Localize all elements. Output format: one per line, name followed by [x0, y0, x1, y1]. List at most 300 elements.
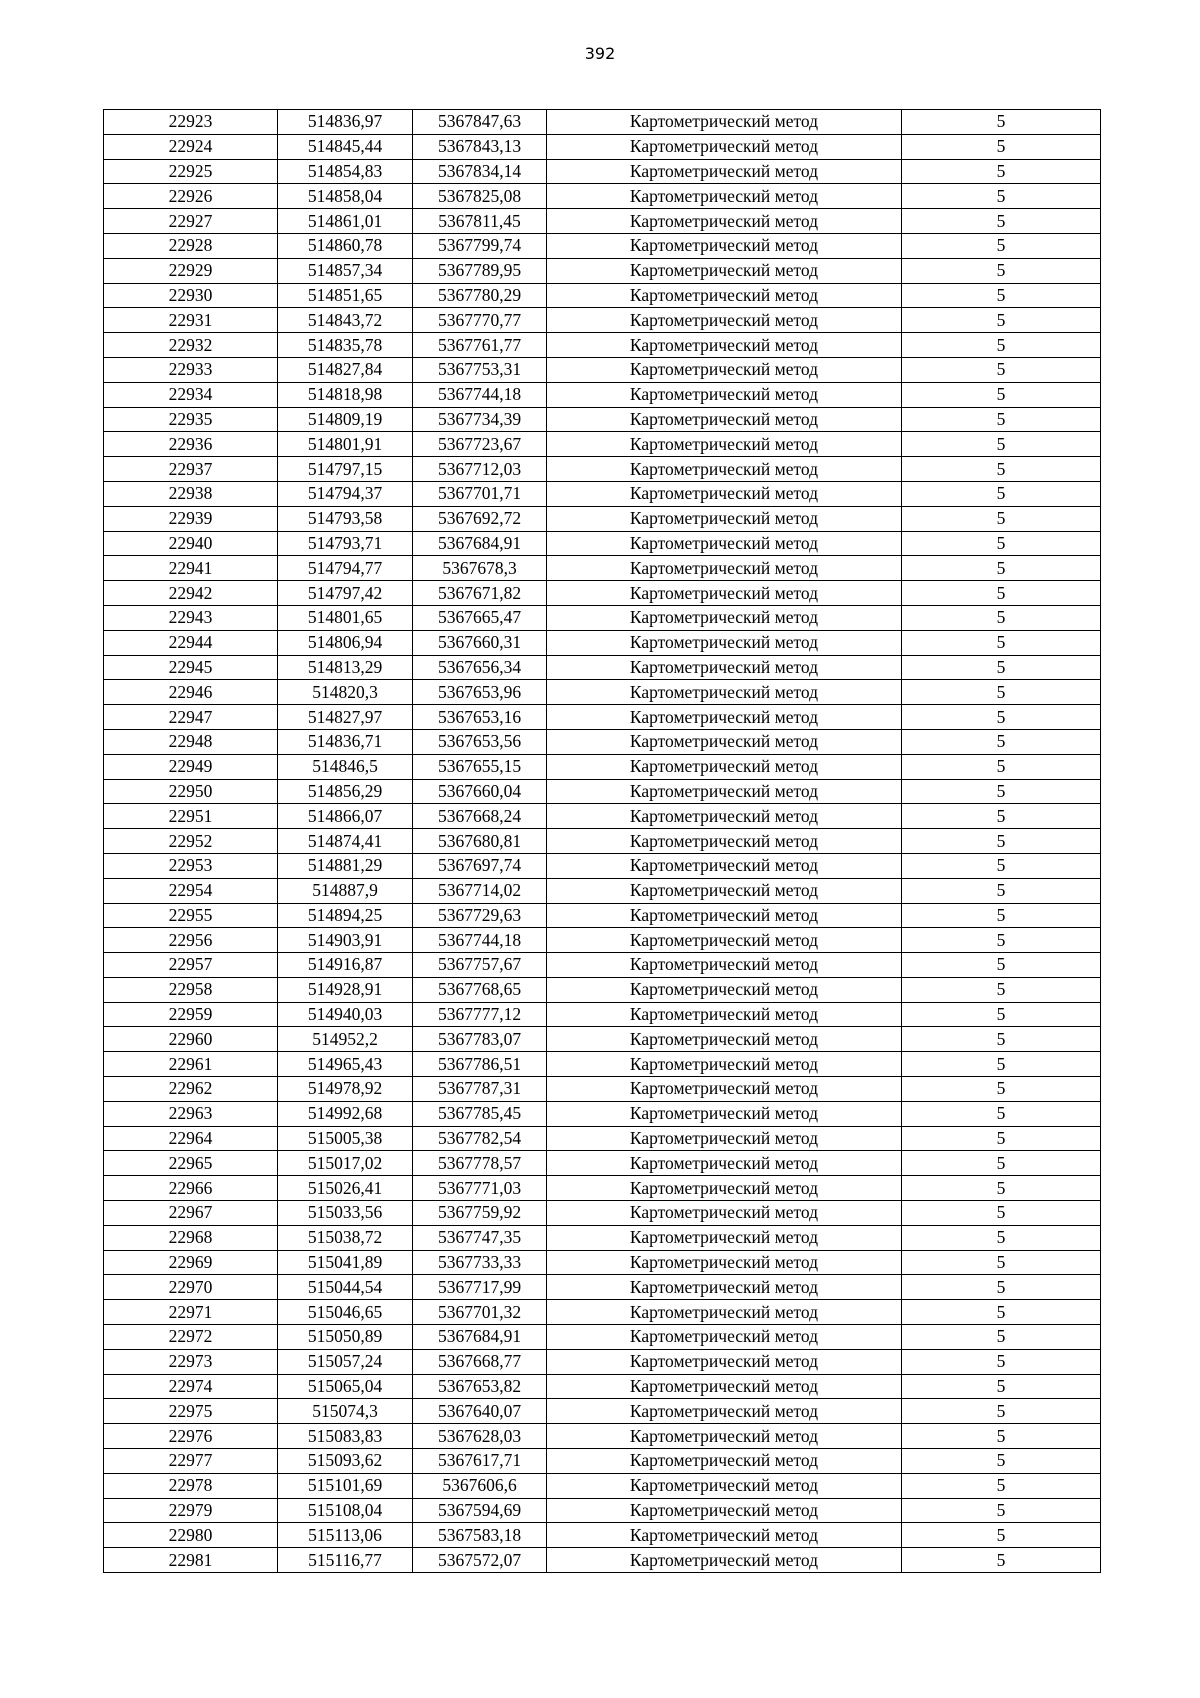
x-coordinate-cell: 514836,97 — [278, 110, 413, 135]
table-row — [104, 878, 1101, 903]
table-row — [104, 680, 1101, 705]
x-coordinate-cell: 515057,24 — [278, 1349, 413, 1374]
method-cell: Картометрический метод — [547, 655, 902, 680]
accuracy-cell: 5 — [902, 110, 1101, 135]
method-cell: Картометрический метод — [547, 1027, 902, 1052]
x-coordinate-cell: 515041,89 — [278, 1250, 413, 1275]
table-row — [104, 258, 1101, 283]
point-number-cell: 22966 — [104, 1176, 278, 1201]
table-row — [104, 184, 1101, 209]
accuracy-cell: 5 — [902, 407, 1101, 432]
method-cell: Картометрический метод — [547, 333, 902, 358]
y-coordinate-cell: 5367787,31 — [413, 1077, 547, 1102]
y-coordinate-cell: 5367684,91 — [413, 1325, 547, 1350]
x-coordinate-cell: 514801,91 — [278, 432, 413, 457]
point-number-cell: 22979 — [104, 1498, 278, 1523]
method-cell: Картометрический метод — [547, 829, 902, 854]
table-row — [104, 853, 1101, 878]
y-coordinate-cell: 5367680,81 — [413, 829, 547, 854]
y-coordinate-cell: 5367786,51 — [413, 1052, 547, 1077]
point-number-cell: 22932 — [104, 333, 278, 358]
x-coordinate-cell: 514854,83 — [278, 159, 413, 184]
x-coordinate-cell: 514856,29 — [278, 779, 413, 804]
method-cell: Картометрический метод — [547, 1225, 902, 1250]
accuracy-cell: 5 — [902, 953, 1101, 978]
method-cell: Картометрический метод — [547, 1399, 902, 1424]
table-row — [104, 1151, 1101, 1176]
method-cell: Картометрический метод — [547, 382, 902, 407]
table-row — [104, 407, 1101, 432]
y-coordinate-cell: 5367606,6 — [413, 1473, 547, 1498]
method-cell: Картометрический метод — [547, 1250, 902, 1275]
x-coordinate-cell: 515101,69 — [278, 1473, 413, 1498]
y-coordinate-cell: 5367583,18 — [413, 1523, 547, 1548]
y-coordinate-cell: 5367655,15 — [413, 754, 547, 779]
x-coordinate-cell: 514794,37 — [278, 481, 413, 506]
table-row — [104, 556, 1101, 581]
point-number-cell: 22927 — [104, 209, 278, 234]
accuracy-cell: 5 — [902, 357, 1101, 382]
accuracy-cell: 5 — [902, 705, 1101, 730]
x-coordinate-cell: 514965,43 — [278, 1052, 413, 1077]
point-number-cell: 22943 — [104, 605, 278, 630]
table-row — [104, 1201, 1101, 1226]
point-number-cell: 22974 — [104, 1374, 278, 1399]
method-cell: Картометрический метод — [547, 1349, 902, 1374]
x-coordinate-cell: 514858,04 — [278, 184, 413, 209]
point-number-cell: 22941 — [104, 556, 278, 581]
table-row — [104, 1449, 1101, 1474]
y-coordinate-cell: 5367770,77 — [413, 308, 547, 333]
x-coordinate-cell: 514827,84 — [278, 357, 413, 382]
accuracy-cell: 5 — [902, 1548, 1101, 1573]
x-coordinate-cell: 514793,71 — [278, 531, 413, 556]
table-row — [104, 729, 1101, 754]
y-coordinate-cell: 5367692,72 — [413, 506, 547, 531]
point-number-cell: 22931 — [104, 308, 278, 333]
accuracy-cell: 5 — [902, 977, 1101, 1002]
point-number-cell: 22946 — [104, 680, 278, 705]
y-coordinate-cell: 5367671,82 — [413, 581, 547, 606]
method-cell: Картометрический метод — [547, 258, 902, 283]
method-cell: Картометрический метод — [547, 457, 902, 482]
x-coordinate-cell: 514894,25 — [278, 903, 413, 928]
y-coordinate-cell: 5367778,57 — [413, 1151, 547, 1176]
point-number-cell: 22939 — [104, 506, 278, 531]
y-coordinate-cell: 5367785,45 — [413, 1101, 547, 1126]
method-cell: Картометрический метод — [547, 705, 902, 730]
x-coordinate-cell: 514797,42 — [278, 581, 413, 606]
accuracy-cell: 5 — [902, 630, 1101, 655]
table-row — [104, 705, 1101, 730]
table-row — [104, 829, 1101, 854]
method-cell: Картометрический метод — [547, 977, 902, 1002]
point-number-cell: 22938 — [104, 481, 278, 506]
accuracy-cell: 5 — [902, 134, 1101, 159]
table-row — [104, 1424, 1101, 1449]
y-coordinate-cell: 5367660,31 — [413, 630, 547, 655]
table-row — [104, 1077, 1101, 1102]
x-coordinate-cell: 515116,77 — [278, 1548, 413, 1573]
x-coordinate-cell: 514793,58 — [278, 506, 413, 531]
y-coordinate-cell: 5367783,07 — [413, 1027, 547, 1052]
accuracy-cell: 5 — [902, 1498, 1101, 1523]
table-row — [104, 382, 1101, 407]
x-coordinate-cell: 514978,92 — [278, 1077, 413, 1102]
method-cell: Картометрический метод — [547, 1126, 902, 1151]
point-number-cell: 22962 — [104, 1077, 278, 1102]
x-coordinate-cell: 514801,65 — [278, 605, 413, 630]
method-cell: Картометрический метод — [547, 506, 902, 531]
method-cell: Картометрический метод — [547, 1548, 902, 1573]
accuracy-cell: 5 — [902, 1523, 1101, 1548]
point-number-cell: 22949 — [104, 754, 278, 779]
point-number-cell: 22964 — [104, 1126, 278, 1151]
table-row — [104, 531, 1101, 556]
table-row — [104, 630, 1101, 655]
accuracy-cell: 5 — [902, 184, 1101, 209]
y-coordinate-cell: 5367799,74 — [413, 233, 547, 258]
x-coordinate-cell: 514857,34 — [278, 258, 413, 283]
x-coordinate-cell: 514928,91 — [278, 977, 413, 1002]
x-coordinate-cell: 515113,06 — [278, 1523, 413, 1548]
accuracy-cell: 5 — [902, 531, 1101, 556]
y-coordinate-cell: 5367834,14 — [413, 159, 547, 184]
x-coordinate-cell: 515033,56 — [278, 1201, 413, 1226]
accuracy-cell: 5 — [902, 1424, 1101, 1449]
x-coordinate-cell: 515065,04 — [278, 1374, 413, 1399]
y-coordinate-cell: 5367701,32 — [413, 1300, 547, 1325]
accuracy-cell: 5 — [902, 1325, 1101, 1350]
accuracy-cell: 5 — [902, 1201, 1101, 1226]
point-number-cell: 22953 — [104, 853, 278, 878]
accuracy-cell: 5 — [902, 1250, 1101, 1275]
point-number-cell: 22977 — [104, 1449, 278, 1474]
table-row — [104, 1126, 1101, 1151]
x-coordinate-cell: 514820,3 — [278, 680, 413, 705]
table-row — [104, 903, 1101, 928]
x-coordinate-cell: 514940,03 — [278, 1002, 413, 1027]
y-coordinate-cell: 5367825,08 — [413, 184, 547, 209]
point-number-cell: 22959 — [104, 1002, 278, 1027]
y-coordinate-cell: 5367697,74 — [413, 853, 547, 878]
point-number-cell: 22965 — [104, 1151, 278, 1176]
accuracy-cell: 5 — [902, 382, 1101, 407]
point-number-cell: 22970 — [104, 1275, 278, 1300]
y-coordinate-cell: 5367811,45 — [413, 209, 547, 234]
y-coordinate-cell: 5367847,63 — [413, 110, 547, 135]
accuracy-cell: 5 — [902, 1176, 1101, 1201]
point-number-cell: 22961 — [104, 1052, 278, 1077]
y-coordinate-cell: 5367701,71 — [413, 481, 547, 506]
method-cell: Картометрический метод — [547, 729, 902, 754]
y-coordinate-cell: 5367572,07 — [413, 1548, 547, 1573]
method-cell: Картометрический метод — [547, 754, 902, 779]
y-coordinate-cell: 5367759,92 — [413, 1201, 547, 1226]
y-coordinate-cell: 5367665,47 — [413, 605, 547, 630]
accuracy-cell: 5 — [902, 581, 1101, 606]
point-number-cell: 22926 — [104, 184, 278, 209]
x-coordinate-cell: 514836,71 — [278, 729, 413, 754]
table-row — [104, 1275, 1101, 1300]
accuracy-cell: 5 — [902, 209, 1101, 234]
x-coordinate-cell: 515005,38 — [278, 1126, 413, 1151]
x-coordinate-cell: 514806,94 — [278, 630, 413, 655]
accuracy-cell: 5 — [902, 829, 1101, 854]
table-row — [104, 655, 1101, 680]
accuracy-cell: 5 — [902, 1225, 1101, 1250]
accuracy-cell: 5 — [902, 853, 1101, 878]
point-number-cell: 22947 — [104, 705, 278, 730]
x-coordinate-cell: 515050,89 — [278, 1325, 413, 1350]
accuracy-cell: 5 — [902, 1374, 1101, 1399]
accuracy-cell: 5 — [902, 1473, 1101, 1498]
method-cell: Картометрический метод — [547, 159, 902, 184]
x-coordinate-cell: 514794,77 — [278, 556, 413, 581]
table-row — [104, 1349, 1101, 1374]
point-number-cell: 22924 — [104, 134, 278, 159]
point-number-cell: 22969 — [104, 1250, 278, 1275]
point-number-cell: 22952 — [104, 829, 278, 854]
y-coordinate-cell: 5367757,67 — [413, 953, 547, 978]
method-cell: Картометрический метод — [547, 630, 902, 655]
y-coordinate-cell: 5367653,82 — [413, 1374, 547, 1399]
accuracy-cell: 5 — [902, 1101, 1101, 1126]
table-row — [104, 457, 1101, 482]
table-row — [104, 1374, 1101, 1399]
y-coordinate-cell: 5367771,03 — [413, 1176, 547, 1201]
y-coordinate-cell: 5367761,77 — [413, 333, 547, 358]
accuracy-cell: 5 — [902, 1399, 1101, 1424]
x-coordinate-cell: 514845,44 — [278, 134, 413, 159]
method-cell: Картометрический метод — [547, 1300, 902, 1325]
y-coordinate-cell: 5367653,96 — [413, 680, 547, 705]
point-number-cell: 22929 — [104, 258, 278, 283]
table-row — [104, 357, 1101, 382]
method-cell: Картометрический метод — [547, 209, 902, 234]
point-number-cell: 22958 — [104, 977, 278, 1002]
y-coordinate-cell: 5367714,02 — [413, 878, 547, 903]
accuracy-cell: 5 — [902, 1126, 1101, 1151]
table-row — [104, 333, 1101, 358]
table-row — [104, 481, 1101, 506]
y-coordinate-cell: 5367640,07 — [413, 1399, 547, 1424]
method-cell: Картометрический метод — [547, 853, 902, 878]
accuracy-cell: 5 — [902, 333, 1101, 358]
table-row — [104, 779, 1101, 804]
y-coordinate-cell: 5367656,34 — [413, 655, 547, 680]
accuracy-cell: 5 — [902, 903, 1101, 928]
accuracy-cell: 5 — [902, 1151, 1101, 1176]
x-coordinate-cell: 514903,91 — [278, 928, 413, 953]
point-number-cell: 22971 — [104, 1300, 278, 1325]
x-coordinate-cell: 514809,19 — [278, 407, 413, 432]
method-cell: Картометрический метод — [547, 1101, 902, 1126]
method-cell: Картометрический метод — [547, 1424, 902, 1449]
x-coordinate-cell: 515046,65 — [278, 1300, 413, 1325]
point-number-cell: 22950 — [104, 779, 278, 804]
point-number-cell: 22935 — [104, 407, 278, 432]
y-coordinate-cell: 5367717,99 — [413, 1275, 547, 1300]
table-row — [104, 1027, 1101, 1052]
accuracy-cell: 5 — [902, 432, 1101, 457]
method-cell: Картометрический метод — [547, 680, 902, 705]
x-coordinate-cell: 514881,29 — [278, 853, 413, 878]
table-row — [104, 581, 1101, 606]
method-cell: Картометрический метод — [547, 581, 902, 606]
table-row — [104, 134, 1101, 159]
point-number-cell: 22933 — [104, 357, 278, 382]
accuracy-cell: 5 — [902, 1027, 1101, 1052]
table-row — [104, 283, 1101, 308]
table-row — [104, 1052, 1101, 1077]
point-number-cell: 22963 — [104, 1101, 278, 1126]
x-coordinate-cell: 514797,15 — [278, 457, 413, 482]
y-coordinate-cell: 5367843,13 — [413, 134, 547, 159]
method-cell: Картометрический метод — [547, 1498, 902, 1523]
x-coordinate-cell: 514874,41 — [278, 829, 413, 854]
accuracy-cell: 5 — [902, 1275, 1101, 1300]
accuracy-cell: 5 — [902, 481, 1101, 506]
accuracy-cell: 5 — [902, 878, 1101, 903]
point-number-cell: 22978 — [104, 1473, 278, 1498]
method-cell: Картометрический метод — [547, 605, 902, 630]
x-coordinate-cell: 514860,78 — [278, 233, 413, 258]
point-number-cell: 22945 — [104, 655, 278, 680]
method-cell: Картометрический метод — [547, 1002, 902, 1027]
x-coordinate-cell: 515083,83 — [278, 1424, 413, 1449]
x-coordinate-cell: 515074,3 — [278, 1399, 413, 1424]
point-number-cell: 22968 — [104, 1225, 278, 1250]
x-coordinate-cell: 515026,41 — [278, 1176, 413, 1201]
table-row — [104, 110, 1101, 135]
y-coordinate-cell: 5367753,31 — [413, 357, 547, 382]
accuracy-cell: 5 — [902, 1077, 1101, 1102]
point-number-cell: 22957 — [104, 953, 278, 978]
table-row — [104, 754, 1101, 779]
method-cell: Картометрический метод — [547, 110, 902, 135]
x-coordinate-cell: 514861,01 — [278, 209, 413, 234]
table-row — [104, 1002, 1101, 1027]
point-number-cell: 22925 — [104, 159, 278, 184]
y-coordinate-cell: 5367712,03 — [413, 457, 547, 482]
x-coordinate-cell: 515038,72 — [278, 1225, 413, 1250]
y-coordinate-cell: 5367668,77 — [413, 1349, 547, 1374]
method-cell: Картометрический метод — [547, 953, 902, 978]
x-coordinate-cell: 514952,2 — [278, 1027, 413, 1052]
method-cell: Картометрический метод — [547, 1052, 902, 1077]
method-cell: Картометрический метод — [547, 283, 902, 308]
x-coordinate-cell: 514916,87 — [278, 953, 413, 978]
method-cell: Картометрический метод — [547, 184, 902, 209]
point-number-cell: 22948 — [104, 729, 278, 754]
table-row — [104, 977, 1101, 1002]
y-coordinate-cell: 5367678,3 — [413, 556, 547, 581]
table-row — [104, 1325, 1101, 1350]
point-number-cell: 22923 — [104, 110, 278, 135]
method-cell: Картометрический метод — [547, 481, 902, 506]
x-coordinate-cell: 514866,07 — [278, 804, 413, 829]
accuracy-cell: 5 — [902, 506, 1101, 531]
method-cell: Картометрический метод — [547, 1077, 902, 1102]
y-coordinate-cell: 5367789,95 — [413, 258, 547, 283]
method-cell: Картометрический метод — [547, 233, 902, 258]
method-cell: Картометрический метод — [547, 556, 902, 581]
table-row — [104, 308, 1101, 333]
accuracy-cell: 5 — [902, 680, 1101, 705]
table-row — [104, 953, 1101, 978]
point-number-cell: 22973 — [104, 1349, 278, 1374]
table-row — [104, 605, 1101, 630]
coordinates-table — [103, 109, 1101, 1573]
point-number-cell: 22928 — [104, 233, 278, 258]
point-number-cell: 22944 — [104, 630, 278, 655]
accuracy-cell: 5 — [902, 1052, 1101, 1077]
method-cell: Картометрический метод — [547, 1201, 902, 1226]
x-coordinate-cell: 515044,54 — [278, 1275, 413, 1300]
method-cell: Картометрический метод — [547, 779, 902, 804]
coordinates-table-body — [104, 110, 1101, 1573]
x-coordinate-cell: 514827,97 — [278, 705, 413, 730]
x-coordinate-cell: 514992,68 — [278, 1101, 413, 1126]
method-cell: Картометрический метод — [547, 407, 902, 432]
x-coordinate-cell: 514818,98 — [278, 382, 413, 407]
accuracy-cell: 5 — [902, 779, 1101, 804]
point-number-cell: 22967 — [104, 1201, 278, 1226]
x-coordinate-cell: 514835,78 — [278, 333, 413, 358]
method-cell: Картометрический метод — [547, 1325, 902, 1350]
table-row — [104, 1300, 1101, 1325]
y-coordinate-cell: 5367782,54 — [413, 1126, 547, 1151]
accuracy-cell: 5 — [902, 258, 1101, 283]
accuracy-cell: 5 — [902, 1300, 1101, 1325]
accuracy-cell: 5 — [902, 605, 1101, 630]
y-coordinate-cell: 5367684,91 — [413, 531, 547, 556]
table-row — [104, 506, 1101, 531]
x-coordinate-cell: 515108,04 — [278, 1498, 413, 1523]
point-number-cell: 22940 — [104, 531, 278, 556]
y-coordinate-cell: 5367617,71 — [413, 1449, 547, 1474]
x-coordinate-cell: 515093,62 — [278, 1449, 413, 1474]
method-cell: Картометрический метод — [547, 1523, 902, 1548]
method-cell: Картометрический метод — [547, 928, 902, 953]
x-coordinate-cell: 514846,5 — [278, 754, 413, 779]
point-number-cell: 22930 — [104, 283, 278, 308]
point-number-cell: 22981 — [104, 1548, 278, 1573]
y-coordinate-cell: 5367628,03 — [413, 1424, 547, 1449]
point-number-cell: 22954 — [104, 878, 278, 903]
y-coordinate-cell: 5367747,35 — [413, 1225, 547, 1250]
point-number-cell: 22942 — [104, 581, 278, 606]
y-coordinate-cell: 5367777,12 — [413, 1002, 547, 1027]
method-cell: Картометрический метод — [547, 1473, 902, 1498]
x-coordinate-cell: 514843,72 — [278, 308, 413, 333]
table-row — [104, 1548, 1101, 1573]
y-coordinate-cell: 5367768,65 — [413, 977, 547, 1002]
page-number: 392 — [584, 44, 616, 63]
y-coordinate-cell: 5367733,33 — [413, 1250, 547, 1275]
point-number-cell: 22937 — [104, 457, 278, 482]
table-row — [104, 804, 1101, 829]
accuracy-cell: 5 — [902, 655, 1101, 680]
method-cell: Картометрический метод — [547, 1449, 902, 1474]
accuracy-cell: 5 — [902, 1449, 1101, 1474]
accuracy-cell: 5 — [902, 1349, 1101, 1374]
method-cell: Картометрический метод — [547, 1275, 902, 1300]
accuracy-cell: 5 — [902, 457, 1101, 482]
table-row — [104, 928, 1101, 953]
accuracy-cell: 5 — [902, 159, 1101, 184]
